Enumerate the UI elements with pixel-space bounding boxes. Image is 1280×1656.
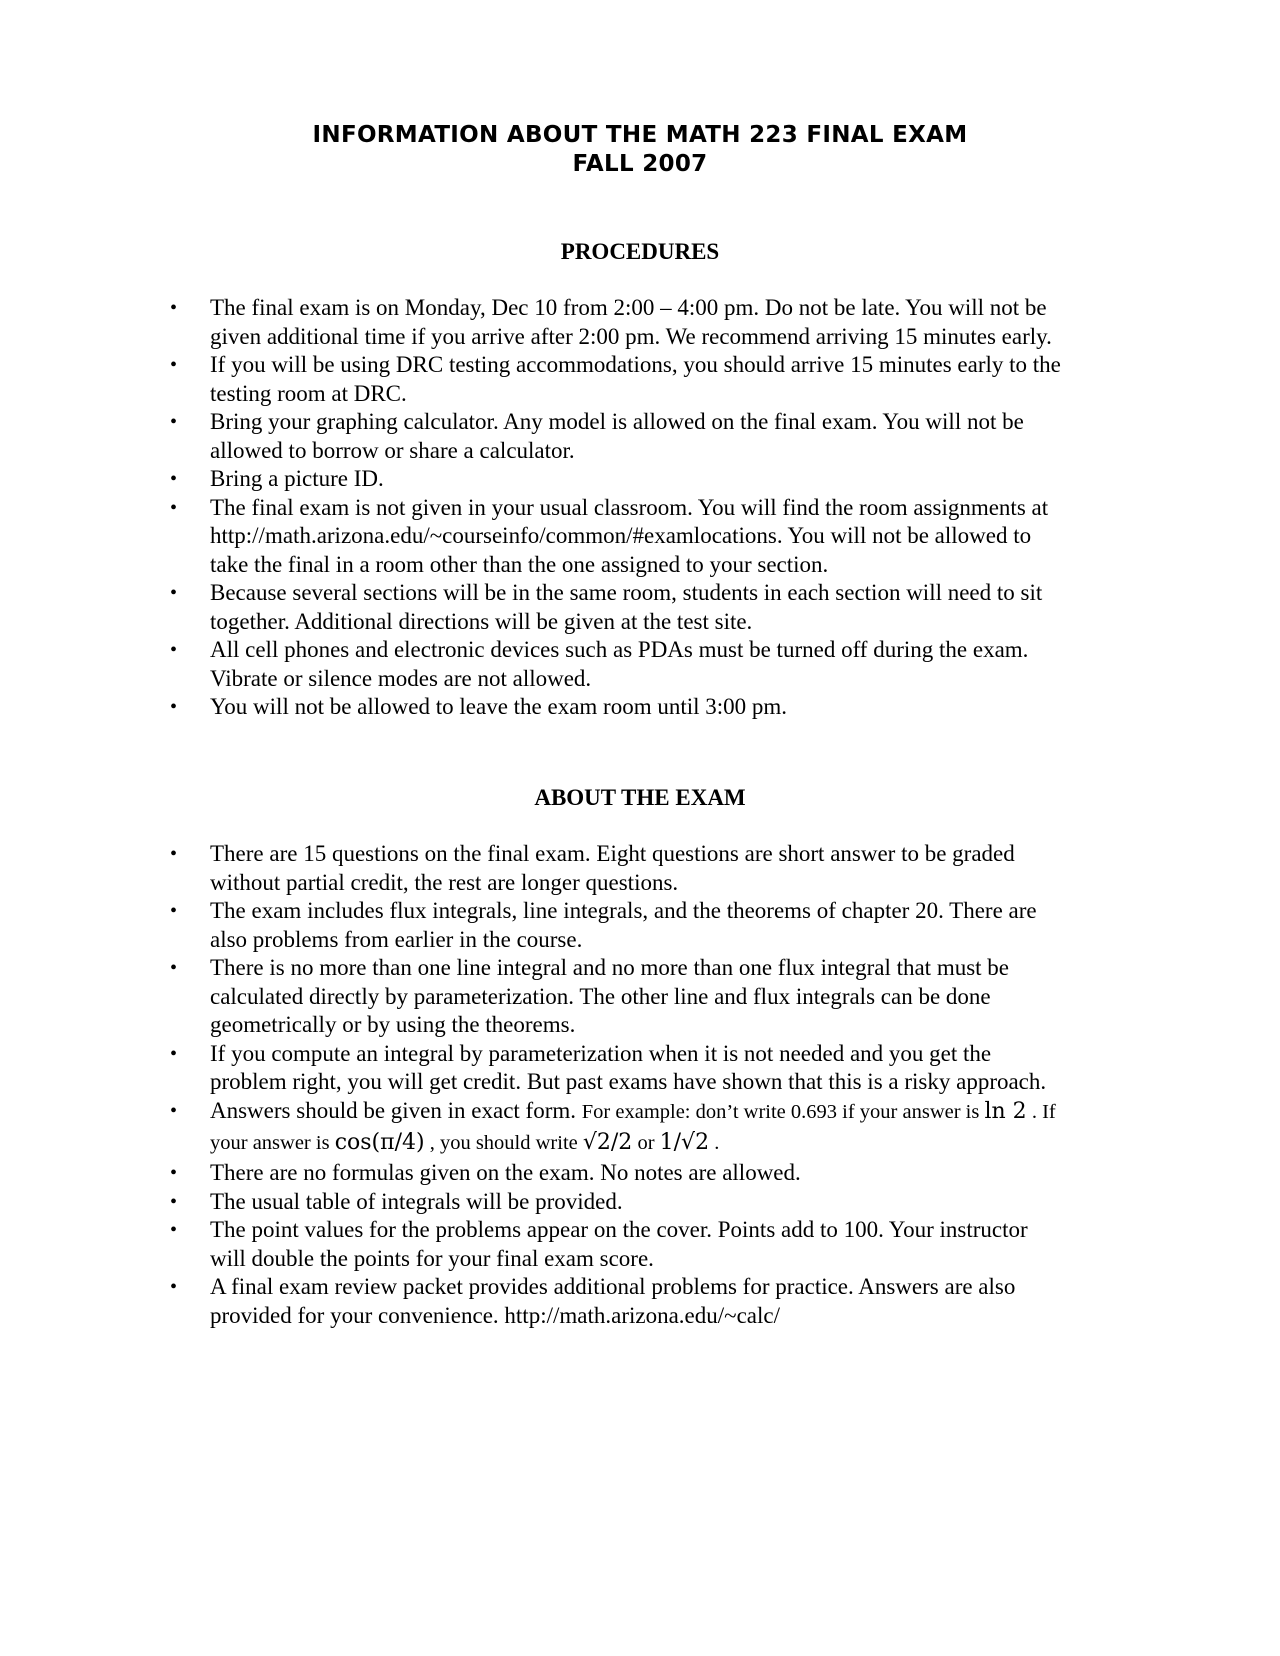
bullet-icon: • xyxy=(170,411,178,433)
math-expression: 1/√2 xyxy=(659,1130,710,1155)
item-line: A final exam review packet provides additional problems for practice. Answers are also xyxy=(210,1274,1016,1299)
item-line: There is no more than one line integral and no more than one flux integral that must be xyxy=(210,955,1010,980)
item-line: There are no formulas given on the exam. No notes are allowed. xyxy=(210,1160,801,1185)
item-text: Answers should be given in exact form. xyxy=(210,1097,582,1123)
bullet-icon: • xyxy=(170,1042,178,1065)
list-item xyxy=(0,494,1150,580)
bullet-icon: • xyxy=(170,468,178,490)
bullet-icon: • xyxy=(170,1099,178,1122)
item-line: testing room at DRC. xyxy=(210,380,407,406)
math-expression: ln 2 xyxy=(984,1098,1027,1124)
list-item xyxy=(0,897,1150,954)
list-item xyxy=(0,465,1150,494)
item-line: http://math.arizona.edu/~courseinfo/common/#examlocations. You will not be allowed to xyxy=(210,523,1032,548)
bullet-icon: • xyxy=(170,843,178,865)
item-text: For example: don’t write 0.693 if your answer is xyxy=(581,1100,985,1123)
bullet-icon: • xyxy=(170,354,178,376)
item-line: The exam includes flux integrals, line integrals, and the theorems of chapter 20. There are xyxy=(210,898,1037,923)
item-line: take the final in a room other than the one assigned to your section. xyxy=(210,551,829,577)
item-line: All cell phones and electronic devices such as PDAs must be turned off during the exam. xyxy=(210,637,1029,662)
procedures-list xyxy=(0,294,1280,722)
bullet-icon: • xyxy=(170,957,178,979)
math-expression: √2/2 xyxy=(582,1130,633,1155)
list-item xyxy=(0,1273,1150,1330)
item-line: There are 15 questions on the final exam. Eight questions are short answer to be graded xyxy=(210,841,1015,866)
item-line: The usual table of integrals will be provided. xyxy=(210,1188,623,1214)
item-line: The final exam is on Monday, Dec 10 from 2:00 – 4:00 pm. Do not be late. You will not be xyxy=(210,295,1047,320)
list-item xyxy=(0,693,1150,722)
about-list xyxy=(0,840,1280,1330)
item-text: , you should write xyxy=(424,1132,583,1154)
list-item xyxy=(0,1188,1150,1217)
item-line: will double the points for your final exam score. xyxy=(210,1245,654,1271)
list-item xyxy=(0,408,1150,465)
about-heading: ABOUT THE EXAM xyxy=(534,785,746,810)
item-line: Vibrate or silence modes are not allowed. xyxy=(210,665,592,691)
item-line: given additional time if you arrive after 2:00 pm. We recommend arriving 15 minutes early. xyxy=(210,323,1052,349)
bullet-icon: • xyxy=(170,1219,178,1241)
list-item xyxy=(0,954,1150,1040)
bullet-icon: • xyxy=(170,297,178,319)
list-item xyxy=(0,294,1150,351)
document-title-line-2: FALL 2007 xyxy=(572,151,708,177)
item-line: without partial credit, the rest are longer questions. xyxy=(210,869,679,895)
item-line: problem right, you will get credit. But past exams have shown that this is a risky approach. xyxy=(210,1069,1047,1094)
item-line: If you compute an integral by parameterization when it is not needed and you get the xyxy=(210,1040,992,1066)
list-item xyxy=(0,351,1150,408)
list-item xyxy=(0,636,1150,693)
item-line xyxy=(210,1126,1150,1159)
item-line: geometrically or by using the theorems. xyxy=(210,1012,576,1037)
item-line: The final exam is not given in your usual classroom. You will find the room assignments at xyxy=(210,494,1049,520)
item-text: or xyxy=(632,1132,660,1154)
list-item xyxy=(0,1159,1150,1188)
list-item xyxy=(0,1216,1150,1273)
list-item xyxy=(0,840,1150,897)
item-text: . xyxy=(709,1132,720,1154)
bullet-icon: • xyxy=(170,1276,178,1298)
item-line: together. Additional directions will be given at the test site. xyxy=(210,608,753,634)
list-item xyxy=(0,1040,1150,1097)
answers-list-item xyxy=(0,1097,1150,1160)
item-line: Bring your graphing calculator. Any model is allowed on the final exam. You will not be xyxy=(210,409,1024,434)
item-line: You will not be allowed to leave the exam room until 3:00 pm. xyxy=(210,694,788,719)
bullet-icon: • xyxy=(170,696,178,718)
bullet-icon: • xyxy=(170,639,178,661)
item-line: If you will be using DRC testing accommodations, you should arrive 15 minutes early to the xyxy=(210,352,1061,377)
item-text: your answer is xyxy=(210,1132,335,1154)
bullet-icon: • xyxy=(170,1162,178,1184)
bullet-icon: • xyxy=(170,582,178,604)
list-item xyxy=(0,579,1150,636)
item-line: Because several sections will be in the same room, students in each section will need to sit xyxy=(210,580,1043,605)
item-line: Bring a picture ID. xyxy=(210,466,384,491)
bullet-icon: • xyxy=(170,496,178,519)
procedures-heading: PROCEDURES xyxy=(560,239,720,264)
bullet-icon: • xyxy=(170,1190,178,1213)
document-title-line-1: INFORMATION ABOUT THE MATH 223 FINAL EXAM xyxy=(312,122,968,148)
item-line: also problems from earlier in the course. xyxy=(210,926,583,952)
bullet-icon: • xyxy=(170,900,178,922)
item-line: calculated directly by parameterization. The other line and flux integrals can be done xyxy=(210,983,991,1009)
item-line xyxy=(210,1097,1150,1127)
item-line: The point values for the problems appear on the cover. Points add to 100. Your instructor xyxy=(210,1217,1028,1242)
item-line: allowed to borrow or share a calculator. xyxy=(210,437,575,463)
item-text: . If xyxy=(1026,1100,1056,1123)
item-line: provided for your convenience. http://math.arizona.edu/~calc/ xyxy=(210,1302,780,1328)
math-expression: cos(π/4) xyxy=(334,1130,425,1155)
